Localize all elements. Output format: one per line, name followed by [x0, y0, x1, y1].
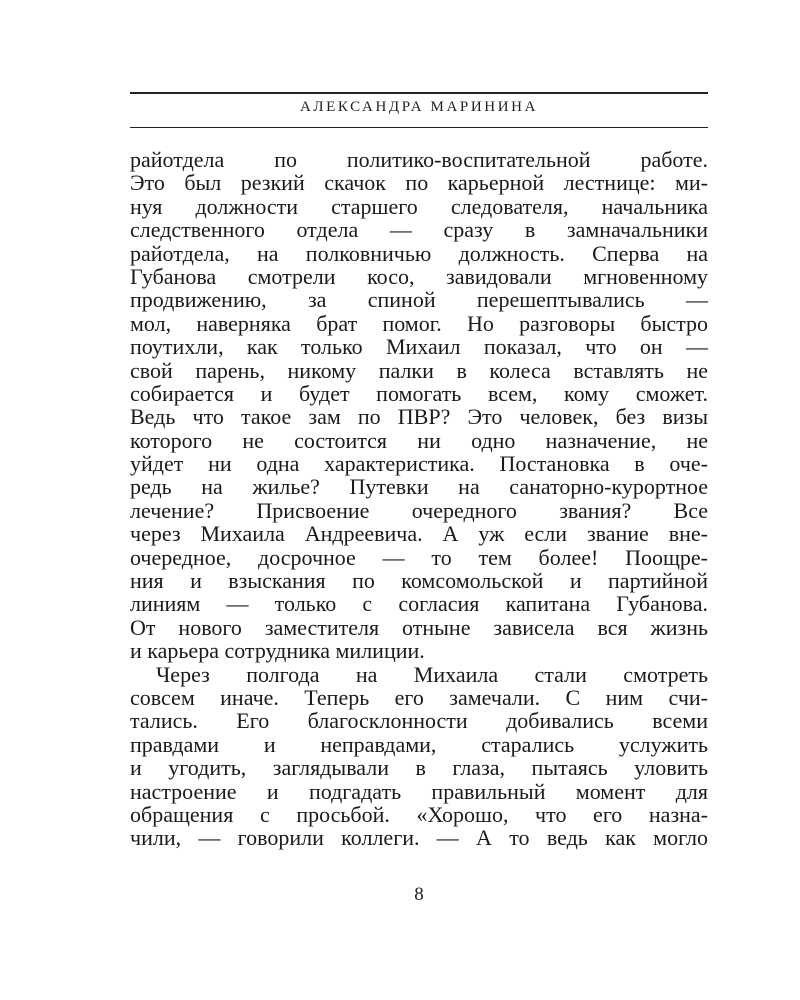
text-line: собирается и будет помогать всем, кому сможет. — [130, 380, 708, 406]
text-line: райотдела по политико-воспитательной работе. — [130, 147, 708, 172]
header-rule-top — [130, 92, 708, 94]
text-line: обращения с просьбой. «Хорошо, что его назна- — [130, 801, 708, 827]
running-head: АЛЕКСАНДРА МАРИНИНА — [299, 99, 539, 115]
text-line: мол, наверняка брат помог. Но разговоры быстро — [130, 310, 708, 336]
text-line: линиям — только с согласия капитана Губанова. — [130, 591, 708, 617]
text-line: продвижению, за спиной перешептывались — — [130, 287, 708, 313]
text-line: чили, — говорили коллеги. — А то ведь как могло — [130, 825, 708, 851]
text-line: которого не состоится ни одно назначение, не — [130, 427, 708, 453]
text-line: уйдет ни одна характеристика. Постановка в оче- — [130, 451, 708, 477]
text-line: очередное, досрочное — то тем более! Поощре- — [130, 544, 708, 570]
text-line: поутихли, как только Михаил показал, что он — — [130, 334, 708, 360]
text-line: редь на жилье? Путевки на санаторно-курортное — [130, 474, 708, 500]
text-line: Это был резкий скачок по карьерной лестнице: ми- — [130, 170, 708, 196]
text-line: ния и взыскания по комсомольской и партийной — [130, 568, 708, 594]
text-line: райотдела, на полковничью должность. Сперва на — [130, 240, 708, 266]
text-line: через Михаила Андреевича. А уж если звание вне- — [130, 521, 708, 547]
text-line: тались. Его благосклонности добивались всеми — [130, 708, 708, 734]
text-line: нуя должности старшего следователя, начальника — [130, 193, 708, 219]
text-line: следственного отдела — сразу в замначальники — [130, 217, 708, 243]
text-line: совсем иначе. Теперь его замечали. С ним счи- — [130, 684, 708, 710]
text-line: и угодить, заглядывали в глаза, пытаясь уловить — [130, 755, 708, 781]
text-line: От нового заместителя отныне зависела вся жизнь — [130, 614, 708, 640]
page-number: 8 — [414, 884, 424, 905]
text-line: правдами и неправдами, старались услужить — [130, 731, 708, 757]
text-line: настроение и подгадать правильный момент для — [130, 778, 708, 804]
text-line: лечение? Присвоение очередного звания? Все — [130, 497, 708, 523]
header-rule-bottom — [130, 127, 708, 128]
text-line: свой парень, никому палки в колеса вставлять не — [130, 357, 708, 383]
text-line: Ведь что такое зам по ПВР? Это человек, без визы — [130, 404, 708, 430]
text-line: Через полгода на Михаила стали смотреть — [156, 661, 708, 687]
text-line: Губанова смотрели косо, завидовали мгновенному — [130, 263, 708, 289]
body-text — [130, 148, 708, 850]
text-line: и карьера сотрудника милиции. — [130, 638, 425, 664]
